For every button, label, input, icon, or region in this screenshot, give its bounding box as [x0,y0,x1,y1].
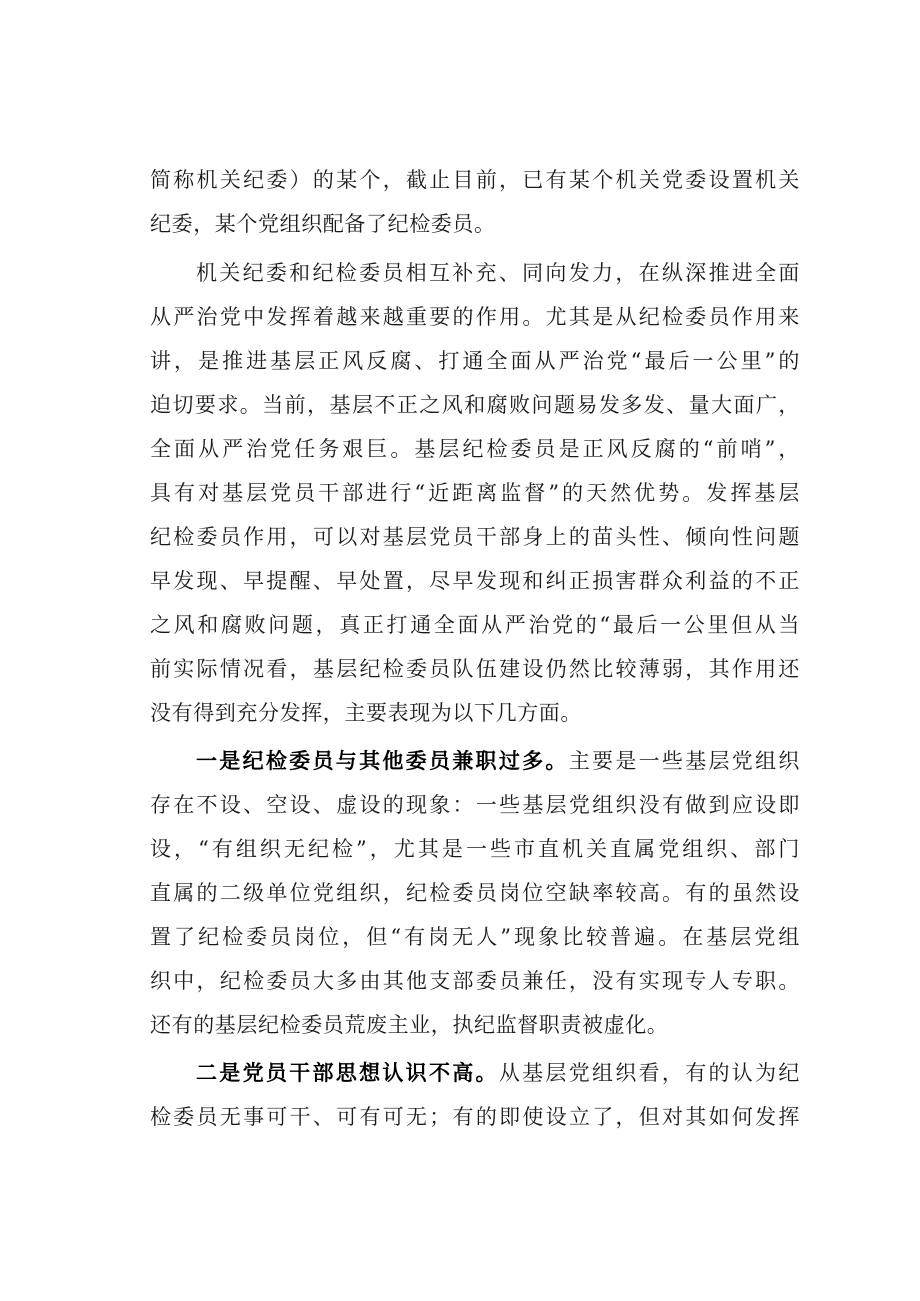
text-line: 设，“有组织无纪检”，尤其是一些市直机关直属党组织、部门 [150,837,800,861]
text-line: 直属的二级单位党组织，纪检委员岗位空缺率较高。有的虽然设 [150,881,800,905]
text-line: 纪检委员作用，可以对基层党员干部身上的苗头性、倾向性问题 [150,525,800,549]
text-line: 机关纪委和纪检委员相互补充、同向发力，在纵深推进全面 [196,261,800,285]
text-line: 讲，是推进基层正风反腐、打通全面从严治党“最后一公里”的 [150,349,800,373]
text-line: 置了纪检委员岗位，但“有岗无人”现象比较普遍。在基层党组 [150,925,800,949]
text-line: 检委员无事可干、可有可无；有的即使设立了，但对其如何发挥 [150,1105,800,1129]
text-line: 前实际情况看，基层纪检委员队伍建设仍然比较薄弱，其作用还 [150,657,800,681]
text-line: 还有的基层纪检委员荒废主业，执纪监督职责被虚化。 [150,1013,669,1037]
text-run: 从基层党组织看，有的认为纪 [498,1061,800,1085]
text-line: 没有得到充分发挥，主要表现为以下几方面。 [150,701,582,725]
text-line: 纪委，某个党组织配备了纪检委员。 [150,212,496,236]
paragraph-first-line [196,741,800,781]
text-line: 织中，纪检委员大多由其他支部委员兼任，没有实现专人专职。 [150,969,800,993]
text-line: 从严治党中发挥着越来越重要的作用。尤其是从纪检委员作用来 [150,305,800,329]
section-heading: 二是党员干部思想认识不高。 [196,1060,499,1085]
text-line: 具有对基层党员干部进行“近距离监督”的天然优势。发挥基层 [150,481,800,505]
text-line: 早发现、早提醒、早处置，尽早发现和纠正损害群众利益的不正 [150,569,800,593]
text-line: 之风和腐败问题，真正打通全面从严治党的“最后一公里但从当 [150,613,800,637]
text-line: 简称机关纪委）的某个，截止目前，已有某个机关党委设置机关 [150,168,800,192]
paragraph-first-line [196,1053,800,1093]
text-line: 迫切要求。当前，基层不正之风和腐败问题易发多发、量大面广， [150,393,800,417]
text-run: 主要是一些基层党组织 [568,749,800,773]
text-line: 全面从严治党任务艰巨。基层纪检委员是正风反腐的“前哨”， [150,437,800,461]
section-heading: 一是纪检委员与其他委员兼职过多。 [196,748,569,773]
text-line: 存在不设、空设、虚设的现象：一些基层党组织没有做到应设即 [150,793,800,817]
